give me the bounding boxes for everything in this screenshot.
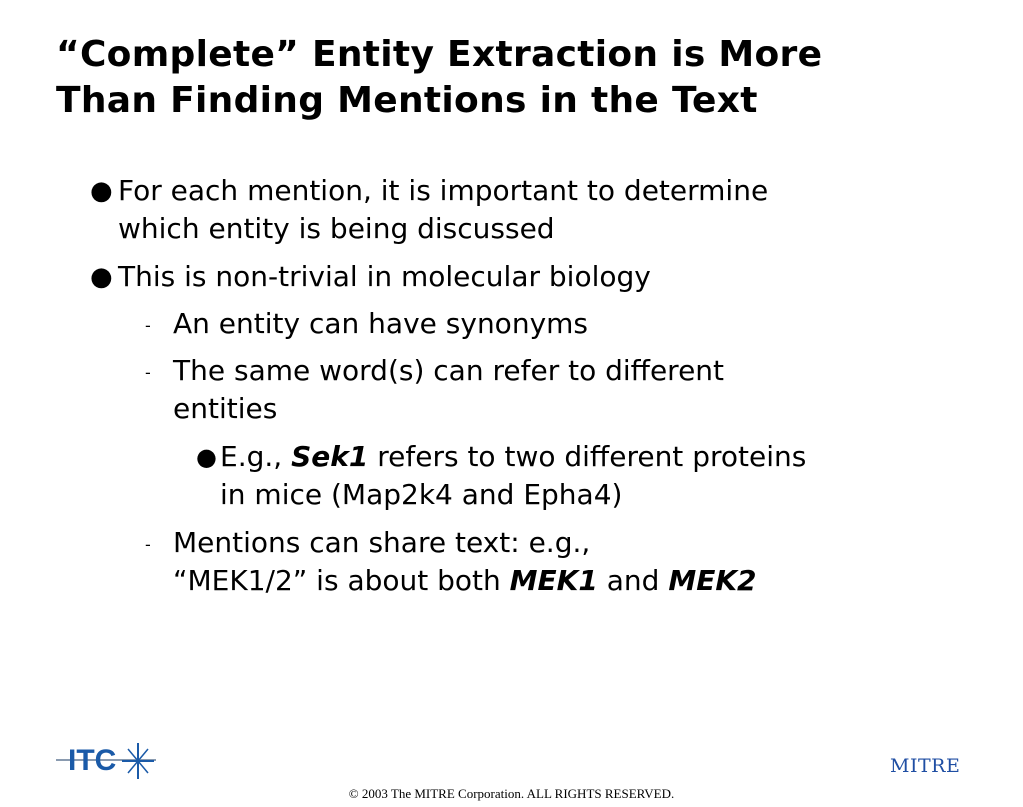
bullet-dot-icon: ● (90, 176, 113, 206)
mek-text-c: and (597, 564, 669, 597)
example-rest: refers to two different proteins (368, 440, 807, 473)
mek-text-a: “MEK1/2” is about both (173, 564, 510, 597)
star-icon (122, 743, 154, 779)
sub-bullet-text-line (173, 562, 757, 600)
sub-bullet-text-line: The same word(s) can refer to different (173, 354, 725, 387)
bullet-dot-icon: ● (90, 262, 113, 292)
mitre-logo: MITRE (890, 755, 961, 777)
example-prefix: E.g., (220, 440, 292, 473)
mek1-term: MEK1 (509, 564, 598, 597)
title-line-1: “Complete” Entity Extraction is More (56, 34, 823, 75)
itc-logo (56, 735, 156, 785)
bullet-text-line: which entity is being discussed (118, 212, 555, 245)
bullet-dot-icon: ● (196, 443, 217, 471)
slide-title (56, 32, 976, 124)
dash-icon: - (145, 363, 151, 382)
example-bullet-item (196, 438, 807, 514)
bullet-item (90, 172, 769, 248)
itc-logo-text: ITC (68, 744, 117, 777)
dash-icon: - (145, 535, 151, 554)
bullet-text-line: This is non-trivial in molecular biology (118, 260, 651, 293)
mek2-term: MEK2 (668, 564, 757, 597)
sub-bullet-text-line: entities (173, 392, 278, 425)
example-text-line: in mice (Map2k4 and Epha4) (220, 478, 623, 511)
example-text-line (220, 438, 806, 476)
example-term: Sek1 (291, 440, 369, 473)
sub-bullet-text-line: An entity can have synonyms (173, 307, 588, 340)
bullet-text-line: For each mention, it is important to determine (118, 174, 769, 207)
sub-bullet-item (145, 305, 588, 343)
copyright-notice: © 2003 The MITRE Corporation. ALL RIGHTS RESERVED. (348, 786, 675, 801)
bullet-item (90, 258, 651, 296)
sub-bullet-item (145, 524, 757, 600)
dash-icon: - (145, 316, 151, 335)
sub-bullet-item (145, 352, 725, 428)
sub-bullet-text-line: Mentions can share text: e.g., (173, 526, 591, 559)
title-line-2: Than Finding Mentions in the Text (56, 80, 758, 121)
